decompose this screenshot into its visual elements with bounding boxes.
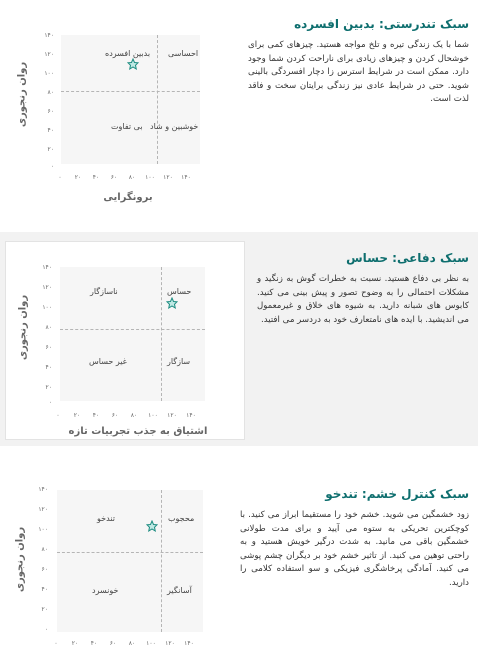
section-defense xyxy=(0,232,478,446)
plot-area xyxy=(60,267,205,401)
x-tick: ۱۲۰ xyxy=(165,640,175,647)
quadrant-label-bottom-left: غیر حساس xyxy=(89,357,127,366)
quadrant-label-bottom-left: خونسرد xyxy=(92,586,119,595)
section-title: سبک تندرستی: بدبین افسرده xyxy=(294,17,469,31)
y-tick: ۱۰۰ xyxy=(42,304,52,311)
x-tick: ۲۰ xyxy=(71,640,79,647)
chart-card-defense xyxy=(5,241,245,440)
y-tick: ۰ xyxy=(50,163,54,170)
divider-vertical xyxy=(157,35,158,164)
y-tick: ۲۰ xyxy=(47,146,54,153)
quadrant-label-top-left: ناسازگار xyxy=(90,287,118,296)
y-axis-label: روان رنجوری xyxy=(16,61,28,128)
quadrant-label-bottom-right: آسانگیر xyxy=(167,586,192,595)
y-tick: ۱۴۰ xyxy=(38,486,48,493)
divider-horizontal xyxy=(57,552,203,553)
section-title: سبک دفاعی: حساس xyxy=(346,251,469,265)
quadrant-label-top-right: احساسی xyxy=(168,49,199,58)
y-tick: ۰ xyxy=(48,399,52,406)
x-tick: ۴۰ xyxy=(90,640,98,647)
chart-defense xyxy=(6,242,244,439)
section-description: به نظر بی دفاع هستید. نسبت به خطرات گوش به زنگید و مشکلات احتمالی را به وضوح تصور و پیش بینی می کنید. کابوس های شبانه دارید. به شیوه های خلاق و غیرمعمول می اندیشید. با ایده های نامتعارف خود به دردسر می افتید. xyxy=(257,274,469,325)
y-tick: ۶۰ xyxy=(45,344,52,351)
y-tick: ۱۰۰ xyxy=(38,526,48,533)
y-tick: ۶۰ xyxy=(47,108,54,115)
quadrant-label-top-right: حساس xyxy=(167,287,192,296)
section-text-anger xyxy=(240,486,469,591)
x-tick: ۴۰ xyxy=(92,174,100,181)
x-axis-label: اشتیاق به جذب تجربیات تازه xyxy=(68,426,208,437)
y-tick: ۲۰ xyxy=(45,384,52,391)
quadrant-label-top-left: تندخو xyxy=(97,514,115,523)
y-tick: ۸۰ xyxy=(41,546,48,553)
x-tick: ۴۰ xyxy=(92,412,100,419)
x-tick: ۰ xyxy=(58,174,62,181)
divider-vertical xyxy=(161,490,162,632)
y-tick: ۴۰ xyxy=(45,364,52,371)
y-tick: ۸۰ xyxy=(45,324,52,331)
y-tick: ۴۰ xyxy=(41,586,48,593)
chart-wellbeing xyxy=(16,26,210,212)
x-tick: ۲۰ xyxy=(73,412,81,419)
x-tick: ۱۴۰ xyxy=(184,640,194,647)
section-description: زود خشمگین می شوید. خشم خود را مستقیما ابراز می کنید. با کوچکترین تحریکی به ستوه می آیید و برای مدت طولانی خشمگین باقی می مانید. به شدت درگیر خویش هستید و به راحتی توهین می کنید. از تاثیر خشم خود بر دیگران چشم پوشی می کنید. آمادگی پرخاشگری فیزیکی و سو استفاده کلامی را دارید. xyxy=(240,510,469,588)
y-tick: ۱۴۰ xyxy=(44,32,54,39)
x-tick: ۱۴۰ xyxy=(181,174,191,181)
y-tick: ۱۴۰ xyxy=(42,264,52,271)
plot-area xyxy=(57,490,203,632)
y-tick: ۱۲۰ xyxy=(42,284,52,291)
y-axis-label: روان رنجوری xyxy=(17,294,29,361)
section-title: سبک کنترل خشم: تندخو xyxy=(325,487,469,501)
x-tick: ۶۰ xyxy=(111,412,119,419)
star-marker-icon xyxy=(127,58,139,70)
x-tick: ۱۲۰ xyxy=(163,174,173,181)
y-axis-label: روان رنجوری xyxy=(14,526,26,593)
x-tick: ۱۰۰ xyxy=(146,640,156,647)
divider-horizontal xyxy=(61,91,200,92)
y-tick: ۲۰ xyxy=(41,606,48,613)
x-tick: ۰ xyxy=(56,412,60,419)
chart-anger xyxy=(14,480,218,652)
x-tick: ۱۴۰ xyxy=(186,412,196,419)
x-tick: ۰ xyxy=(54,640,58,647)
section-anger xyxy=(0,468,478,652)
x-tick: ۱۰۰ xyxy=(148,412,158,419)
y-tick: ۴۰ xyxy=(47,127,54,134)
divider-vertical xyxy=(161,267,162,401)
section-wellbeing xyxy=(0,0,478,212)
x-tick: ۶۰ xyxy=(109,640,117,647)
x-tick: ۱۰۰ xyxy=(145,174,155,181)
y-tick: ۸۰ xyxy=(47,89,54,96)
x-tick: ۸۰ xyxy=(128,174,136,181)
section-text-defense xyxy=(257,250,469,327)
y-tick: ۰ xyxy=(44,626,48,633)
quadrant-label-top-right: محجوب xyxy=(168,514,195,523)
x-tick: ۱۲۰ xyxy=(167,412,177,419)
x-axis-label: برونگرایی xyxy=(103,192,153,203)
quadrant-label-bottom-right: خوشبین و شاد xyxy=(150,122,199,131)
quadrant-label-top-left: بدبین افسرده xyxy=(105,49,151,58)
x-tick: ۶۰ xyxy=(110,174,118,181)
y-tick: ۶۰ xyxy=(41,566,48,573)
x-tick: ۸۰ xyxy=(130,412,138,419)
star-marker-icon xyxy=(166,297,178,309)
y-tick: ۱۲۰ xyxy=(44,51,54,58)
quadrant-label-bottom-left: بی تفاوت xyxy=(111,122,143,131)
plot-area xyxy=(61,35,200,164)
divider-horizontal xyxy=(60,329,205,330)
x-tick: ۸۰ xyxy=(128,640,136,647)
y-tick: ۱۰۰ xyxy=(44,70,54,77)
star-marker-icon xyxy=(146,520,158,532)
section-text-wellbeing xyxy=(248,16,469,107)
y-tick: ۱۲۰ xyxy=(38,506,48,513)
x-tick: ۲۰ xyxy=(74,174,82,181)
section-description: شما با یک زندگی تیره و تلخ مواجه هستید. چیزهای کمی برای خوشحال کردن و چیزهای زیادی برای ناراحت کردن شما وجود دارد. ممکن است در شرایط استرس زا دچار افسردگی بالینی شوید. حتی در شرایط عادی نیز زندگی برایتان سخت و فاقد لذت است. xyxy=(248,40,469,105)
quadrant-label-bottom-right: سازگار xyxy=(167,357,191,366)
